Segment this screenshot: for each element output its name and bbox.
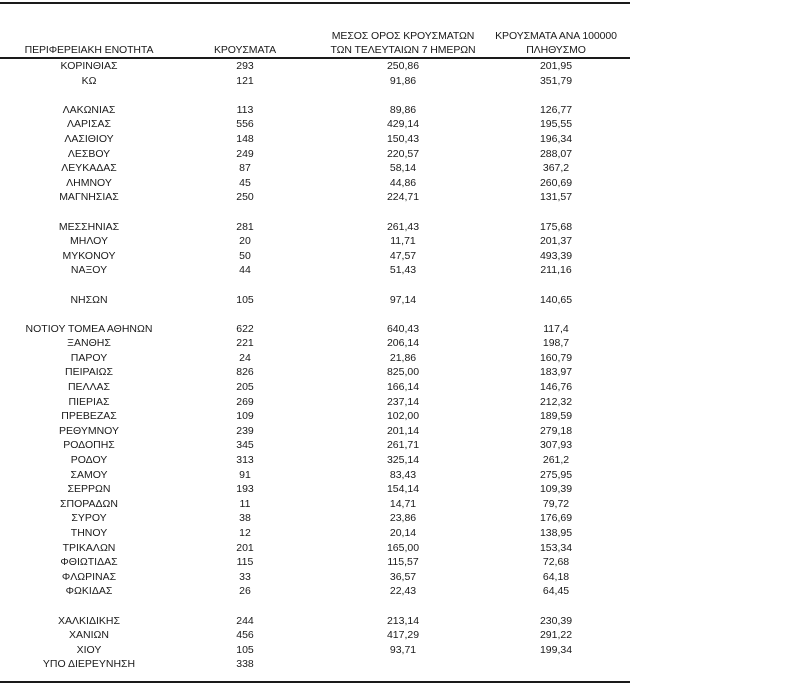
avg7-cell: 220,57 <box>386 147 420 160</box>
region-cell: ΝΗΣΩΝ <box>70 293 108 306</box>
avg7-cell: 201,14 <box>386 424 420 437</box>
region-cell: ΜΕΣΣΗΝΙΑΣ <box>58 220 120 233</box>
region-cell: ΝΟΤΙΟΥ ΤΟΜΕΑ ΑΘΗΝΩΝ <box>25 322 153 335</box>
table-row <box>0 190 630 205</box>
region-cell: ΛΕΣΒΟΥ <box>67 147 111 160</box>
per100k-cell: 493,39 <box>539 249 573 262</box>
column-header-cases-label: ΚΡΟΥΣΜΑΤΑ <box>213 44 277 56</box>
cases-cell: 109 <box>236 410 254 423</box>
cases-cell: 87 <box>239 162 251 175</box>
table-row <box>0 351 630 366</box>
per100k-cell: 195,55 <box>539 118 573 131</box>
region-cell: ΣΕΡΡΩΝ <box>67 483 111 496</box>
spacer-row <box>0 307 630 322</box>
column-header-per100k-line2: ΠΛΗΘΥΣΜΟ <box>526 44 586 56</box>
cases-cell: 105 <box>236 643 254 656</box>
table-row <box>0 643 630 658</box>
region-cell: ΛΗΜΝΟΥ <box>66 176 112 189</box>
avg7-cell: 20,14 <box>389 527 417 539</box>
avg7-cell: 825,00 <box>386 366 420 379</box>
cases-cell: 201 <box>236 541 254 554</box>
avg7-cell: 83,43 <box>389 468 417 481</box>
table-body <box>0 59 630 672</box>
avg7-cell: 206,14 <box>386 337 420 350</box>
region-cell: ΠΕΛΛΑΣ <box>67 381 111 394</box>
avg7-cell: 154,14 <box>386 483 420 496</box>
region-cell: ΦΛΩΡΙΝΑΣ <box>61 570 117 583</box>
avg7-cell: 22,43 <box>389 585 417 598</box>
per100k-cell: 307,93 <box>539 439 573 452</box>
table-row <box>0 628 630 643</box>
per100k-cell: 288,07 <box>539 147 573 160</box>
per100k-cell: 196,34 <box>539 132 573 145</box>
avg7-cell: 21,86 <box>389 351 417 364</box>
region-cell: ΠΑΡΟΥ <box>70 351 108 364</box>
table-row <box>0 59 630 74</box>
cases-cell: 50 <box>239 249 251 262</box>
cases-cell: 24 <box>239 351 251 364</box>
table-bottom-rule <box>0 681 630 683</box>
table-row <box>0 249 630 264</box>
avg7-cell: 89,86 <box>389 103 417 116</box>
per100k-cell: 175,68 <box>539 220 573 233</box>
column-header-avg7-line1: ΜΕΣΟΣ ΟΡΟΣ ΚΡΟΥΣΜΑΤΩΝ <box>331 30 475 42</box>
cases-cell: 44 <box>239 264 251 277</box>
cases-cell: 338 <box>236 658 254 671</box>
region-cell: ΡΟΔΟΥ <box>70 454 108 467</box>
table-row <box>0 147 630 162</box>
region-cell: ΜΑΓΝΗΣΙΑΣ <box>59 191 119 204</box>
region-cell: ΦΘΙΩΤΙΔΑΣ <box>60 556 118 569</box>
table-row <box>0 526 630 541</box>
region-cell: ΛΑΚΩΝΙΑΣ <box>62 103 116 116</box>
per100k-cell: 351,79 <box>539 74 573 87</box>
cases-cell: 12 <box>239 527 251 539</box>
region-cell: ΜΥΚΟΝΟΥ <box>62 249 116 262</box>
per100k-cell: 198,7 <box>542 337 570 350</box>
region-cell: ΥΠΟ ΔΙΕΡΕΥΝΗΣΗ <box>42 658 136 671</box>
cases-cell: 269 <box>236 395 254 408</box>
region-cell: ΠΙΕΡΙΑΣ <box>68 395 110 408</box>
table-row <box>0 322 630 337</box>
table-row <box>0 555 630 570</box>
table-row <box>0 336 630 351</box>
per100k-cell: 109,39 <box>539 483 573 496</box>
region-cell: ΞΑΝΘΗΣ <box>67 337 111 350</box>
table-row <box>0 132 630 147</box>
column-header-region-label: ΠΕΡΙΦΕΡΕΙΑΚΗ ΕΝΟΤΗΤΑ <box>24 44 154 56</box>
cases-cell: 148 <box>236 132 254 145</box>
table-row <box>0 395 630 410</box>
per100k-cell: 64,45 <box>542 585 570 598</box>
table-row <box>0 584 630 599</box>
region-cell: ΣΠΟΡΑΔΩΝ <box>60 497 118 510</box>
cases-cell: 221 <box>236 337 254 350</box>
avg7-cell: 36,57 <box>389 570 417 583</box>
cases-cell: 113 <box>236 103 254 116</box>
table-row <box>0 103 630 118</box>
avg7-cell: 224,71 <box>386 191 420 204</box>
table-row <box>0 657 630 672</box>
per100k-cell: 211,16 <box>540 264 572 277</box>
table-row <box>0 220 630 235</box>
cases-cell: 45 <box>239 176 251 189</box>
region-cell: ΚΟΡΙΝΘΙΑΣ <box>60 60 118 72</box>
per100k-cell: 131,57 <box>539 191 573 204</box>
spacer-row <box>0 88 630 103</box>
avg7-cell: 97,14 <box>389 293 417 306</box>
per100k-cell: 230,39 <box>539 614 573 627</box>
cases-cell: 26 <box>239 585 251 598</box>
cases-cell: 121 <box>236 74 254 87</box>
cases-cell: 20 <box>239 235 251 248</box>
table-row <box>0 365 630 380</box>
avg7-cell: 58,14 <box>389 162 417 175</box>
region-cell: ΤΡΙΚΑΛΩΝ <box>62 541 116 554</box>
region-cell: ΛΑΡΙΣΑΣ <box>67 118 111 131</box>
avg7-cell: 261,43 <box>386 220 420 233</box>
per100k-cell: 64,18 <box>542 570 570 583</box>
cases-cell: 33 <box>239 570 251 583</box>
avg7-cell: 213,14 <box>386 614 420 627</box>
per100k-cell: 260,69 <box>539 176 573 189</box>
table-row <box>0 614 630 629</box>
per100k-cell: 140,65 <box>539 293 573 306</box>
per100k-cell: 275,95 <box>539 468 573 481</box>
cases-cell: 105 <box>236 293 254 306</box>
column-header-per100k-line1: ΚΡΟΥΣΜΑΤΑ ΑΝΑ 100000 <box>495 30 617 42</box>
spacer-row <box>0 205 630 220</box>
avg7-cell: 14,71 <box>389 497 417 510</box>
per100k-cell: 291,22 <box>539 629 573 642</box>
table-row <box>0 468 630 483</box>
region-cell: ΡΟΔΟΠΗΣ <box>63 439 115 452</box>
region-cell: ΜΗΛΟΥ <box>70 235 108 248</box>
table-row <box>0 511 630 526</box>
region-cell: ΝΑΞΟΥ <box>70 264 108 277</box>
avg7-cell: 165,00 <box>386 541 420 554</box>
avg7-cell: 250,86 <box>386 60 420 72</box>
cases-cell: 313 <box>236 454 254 467</box>
cases-cell: 622 <box>236 322 254 335</box>
table-row <box>0 453 630 468</box>
avg7-cell: 237,14 <box>386 395 420 408</box>
per100k-cell: 183,97 <box>539 366 573 379</box>
cases-cell: 91 <box>239 468 251 481</box>
table-top-rule <box>0 2 630 4</box>
avg7-cell: 91,86 <box>389 74 417 87</box>
table-row <box>0 176 630 191</box>
region-cell: ΤΗΝΟΥ <box>70 527 108 539</box>
avg7-cell: 11,71 <box>390 235 416 248</box>
spacer-row <box>0 599 630 614</box>
per100k-cell: 153,34 <box>539 541 573 554</box>
avg7-cell: 325,14 <box>386 454 420 467</box>
table-row <box>0 74 630 89</box>
table-row <box>0 541 630 556</box>
column-header-cases <box>195 43 295 57</box>
per100k-cell: 189,59 <box>539 410 573 423</box>
cases-cell: 205 <box>236 381 254 394</box>
region-cell: ΣΑΜΟΥ <box>70 468 108 481</box>
cases-cell: 193 <box>236 483 254 496</box>
table-row <box>0 293 630 308</box>
avg7-cell: 429,14 <box>386 118 420 131</box>
avg7-cell: 44,86 <box>389 176 417 189</box>
per100k-cell: 212,32 <box>539 395 573 408</box>
table-row <box>0 438 630 453</box>
avg7-cell: 166,14 <box>386 381 420 394</box>
table-row <box>0 263 630 278</box>
cases-cell: 239 <box>236 424 254 437</box>
region-cell: ΦΩΚΙΔΑΣ <box>65 585 113 598</box>
avg7-cell: 102,00 <box>386 410 420 423</box>
spacer-row <box>0 278 630 293</box>
per100k-cell: 72,68 <box>542 556 570 569</box>
column-header-region <box>0 43 178 57</box>
cases-cell: 249 <box>236 147 254 160</box>
per100k-cell: 79,72 <box>542 497 570 510</box>
per100k-cell: 126,77 <box>539 103 573 116</box>
region-cell: ΧΑΝΙΩΝ <box>69 629 109 642</box>
per100k-cell: 201,95 <box>539 60 573 72</box>
avg7-cell: 417,29 <box>386 629 420 642</box>
region-cell: ΠΡΕΒΕΖΑΣ <box>61 410 117 423</box>
table-row <box>0 424 630 439</box>
column-header-avg7 <box>310 29 496 57</box>
per100k-cell: 201,37 <box>539 235 573 248</box>
table-row <box>0 161 630 176</box>
region-cell: ΛΕΥΚΑΔΑΣ <box>61 162 117 175</box>
column-header-per100k <box>470 29 642 57</box>
avg7-cell: 261,71 <box>386 439 420 452</box>
column-header-avg7-line2: ΤΩΝ ΤΕΛΕΥΤΑΙΩΝ 7 ΗΜΕΡΩΝ <box>330 44 476 56</box>
table-row <box>0 234 630 249</box>
per100k-cell: 261,2 <box>542 454 570 467</box>
table-row <box>0 117 630 132</box>
per100k-cell: 117,4 <box>543 322 569 335</box>
table-row <box>0 482 630 497</box>
cases-cell: 345 <box>236 439 254 452</box>
cases-cell: 826 <box>236 366 254 379</box>
region-cell: ΛΑΣΙΘΙΟΥ <box>64 132 114 145</box>
table-row <box>0 570 630 585</box>
region-cell: ΚΩ <box>81 74 97 87</box>
cases-cell: 456 <box>236 629 254 642</box>
avg7-cell: 47,57 <box>389 249 417 262</box>
per100k-cell: 146,76 <box>539 381 573 394</box>
avg7-cell: 150,43 <box>386 132 420 145</box>
per100k-cell: 279,18 <box>539 424 573 437</box>
cases-cell: 281 <box>236 220 254 233</box>
region-cell: ΡΕΘΥΜΝΟΥ <box>58 424 119 437</box>
per100k-cell: 367,2 <box>542 162 570 175</box>
per100k-cell: 199,34 <box>539 643 573 656</box>
cases-cell: 11 <box>239 497 251 510</box>
avg7-cell: 23,86 <box>389 512 417 525</box>
table-row <box>0 380 630 395</box>
per100k-cell: 176,69 <box>539 512 573 525</box>
cases-cell: 38 <box>239 512 251 525</box>
cases-cell: 244 <box>236 614 254 627</box>
region-cell: ΣΥΡΟΥ <box>71 512 107 525</box>
cases-cell: 556 <box>236 118 254 131</box>
region-cell: ΠΕΙΡΑΙΩΣ <box>65 366 113 379</box>
per100k-cell: 138,95 <box>539 527 573 539</box>
avg7-cell: 115,57 <box>387 556 419 569</box>
region-cell: ΧΑΛΚΙΔΙΚΗΣ <box>58 614 120 627</box>
avg7-cell: 51,43 <box>389 264 417 277</box>
per100k-cell: 160,79 <box>539 351 573 364</box>
avg7-cell: 640,43 <box>386 322 420 335</box>
table-row <box>0 409 630 424</box>
cases-cell: 250 <box>236 191 254 204</box>
region-cell: ΧΙΟΥ <box>76 643 102 656</box>
table-row <box>0 497 630 512</box>
cases-cell: 293 <box>236 60 254 72</box>
cases-cell: 115 <box>236 556 254 569</box>
avg7-cell: 93,71 <box>389 643 417 656</box>
